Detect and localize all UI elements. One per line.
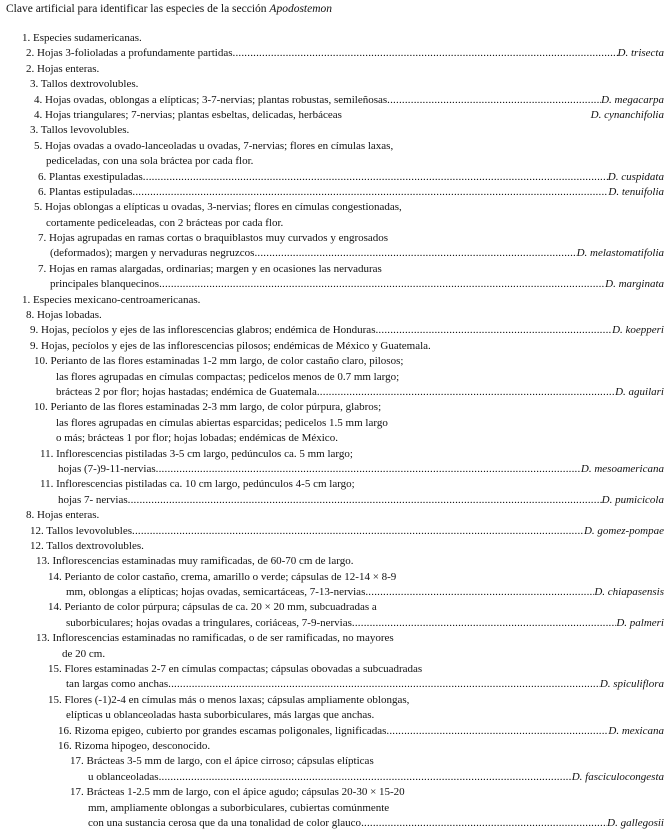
key-line xyxy=(0,616,670,631)
identification-key xyxy=(0,31,670,831)
key-line xyxy=(0,708,670,723)
species-name: D. melastomatifolia xyxy=(576,247,664,260)
key-line-text: 16. Rizoma hipogeo, desconocido. xyxy=(58,739,211,752)
key-line-text: 16. Rizoma epigeo, cubierto por grandes escamas poligonales, lignificadas xyxy=(58,724,387,737)
species-name: D. gallegosii xyxy=(607,816,664,829)
dot-leader xyxy=(317,385,615,400)
key-line-text: 14. Perianto de color castaño, crema, amarillo o verde; cápsulas de 12-14 × 8-9 xyxy=(48,570,397,583)
key-line xyxy=(0,46,670,61)
key-line xyxy=(0,693,670,708)
key-line xyxy=(0,770,670,785)
key-line xyxy=(0,462,670,477)
species-name: D. chiapasensis xyxy=(594,586,664,599)
dot-leader xyxy=(365,585,594,600)
key-line xyxy=(0,570,670,585)
key-line xyxy=(0,416,670,431)
key-line xyxy=(0,108,670,123)
key-line xyxy=(0,754,670,769)
species-name: D. trisecta xyxy=(617,47,664,60)
key-line-text: 3. Tallos levovolubles. xyxy=(30,124,130,137)
key-line xyxy=(0,600,670,615)
key-line xyxy=(0,308,670,323)
key-line-text: 2. Hojas 3-folioladas a profundamente partidas xyxy=(26,47,233,60)
key-line xyxy=(0,293,670,308)
document-title xyxy=(6,2,332,17)
dot-leader xyxy=(143,170,608,185)
key-line-text: pediceladas, con una sola bráctea por cada flor. xyxy=(46,155,254,168)
dot-leader xyxy=(132,524,584,539)
key-line xyxy=(0,585,670,600)
key-line xyxy=(0,524,670,539)
key-line-text: 17. Brácteas 1-2.5 mm de largo, con el ápice agudo; cápsulas 20-30 × 15-20 xyxy=(70,786,405,799)
key-line xyxy=(0,508,670,523)
key-line-text: 3. Tallos dextrovolubles. xyxy=(30,78,139,91)
key-line xyxy=(0,431,670,446)
species-name: D. cynanchifolia xyxy=(590,108,664,121)
key-line xyxy=(0,170,670,185)
key-line xyxy=(0,339,670,354)
key-line-text: 7. Hojas en ramas alargadas, ordinarias; margen y en ocasiones las nervaduras xyxy=(38,262,382,275)
key-line-text: brácteas 2 por flor; hojas hastadas; endémica de Guatemala xyxy=(56,385,317,398)
key-line-text: 7. Hojas agrupadas en ramas cortas o braquiblastos muy curvados y engrosados xyxy=(38,232,389,245)
key-line-text: hojas 7- nervias xyxy=(58,493,128,506)
key-line xyxy=(0,77,670,92)
key-line-text: o más; brácteas 1 por flor; hojas lobadas; endémicas de México. xyxy=(56,432,338,445)
title-genus: Apodostemon xyxy=(269,3,333,15)
key-line-text: 15. Flores (-1)2-4 en címulas más o menos laxas; cápsulas ampliamente oblongas, xyxy=(48,693,410,706)
dot-leader xyxy=(132,185,608,200)
key-line xyxy=(0,801,670,816)
key-line xyxy=(0,277,670,292)
key-line xyxy=(0,354,670,369)
key-line-text: 13. Inflorescencias estaminadas no ramificadas, o de ser ramificadas, no mayores xyxy=(36,632,394,645)
species-name: D. mexicana xyxy=(608,724,664,737)
key-line-text: 14. Perianto de color púrpura; cápsulas de ca. 20 × 20 mm, subcuadradas a xyxy=(48,601,377,614)
key-line-text: 12. Tallos dextrovolubles. xyxy=(30,539,144,552)
species-name: D. koepperi xyxy=(612,324,664,337)
key-line xyxy=(0,246,670,261)
key-line xyxy=(0,216,670,231)
key-line xyxy=(0,385,670,400)
key-line xyxy=(0,785,670,800)
dot-leader xyxy=(386,724,608,739)
dot-leader xyxy=(156,462,581,477)
key-line-text: de 20 cm. xyxy=(62,647,106,660)
key-line xyxy=(0,323,670,338)
key-line-text: 9. Hojas, pecíolos y ejes de las inflorescencias glabros; endémica de Honduras xyxy=(30,324,376,337)
key-line-text: (deformados); margen y nervaduras negruzcos xyxy=(50,247,255,260)
key-line-text: elípticas u oblanceoladas hasta suborbiculares, más largas que anchas. xyxy=(66,709,375,722)
key-line-text: 6. Plantas exestipuladas xyxy=(38,170,143,183)
key-line-text: 4. Hojas ovadas, oblongas a elípticas; 3-7-nervias; plantas robustas, semileñosas xyxy=(34,93,388,106)
key-line-text: u oblanceoladas xyxy=(88,770,159,783)
species-name: D. megacarpa xyxy=(601,93,664,106)
dot-leader xyxy=(387,93,601,108)
key-line-text: las flores agrupadas en címulas compactas; pedicelos menos de 0.7 mm largo; xyxy=(56,370,400,383)
key-line-text: 1. Especies sudamericanas. xyxy=(22,32,142,44)
key-line-text: 9. Hojas, pecíolos y ejes de las inflorescencias pilosos; endémicas de México y Guatemala. xyxy=(30,339,431,352)
key-line-text: mm, ampliamente oblongas a suborbiculares, cubiertas comúnmente xyxy=(88,801,390,814)
species-name: D. fasciculocongesta xyxy=(571,770,664,783)
dot-leader xyxy=(254,246,576,261)
species-name: D. aguilari xyxy=(615,385,664,398)
key-line xyxy=(0,647,670,662)
key-line-text: 17. Brácteas 3-5 mm de largo, con el ápice cirroso; cápsulas elípticas xyxy=(70,755,374,768)
key-line xyxy=(0,539,670,554)
key-line xyxy=(0,493,670,508)
key-line-text: 15. Flores estaminadas 2-7 en címulas compactas; cápsulas obovadas a subcuadradas xyxy=(48,663,423,676)
key-line xyxy=(0,31,670,46)
key-line-text: 11. Inflorescencias pistiladas 3-5 cm largo, pedúnculos ca. 5 mm largo; xyxy=(40,447,353,460)
key-line-text: 5. Hojas ovadas a ovado-lanceoladas u ovadas, 7-nervias; flores en címulas laxas, xyxy=(34,139,394,152)
key-line xyxy=(0,123,670,138)
species-name: D. pumicicola xyxy=(601,493,664,506)
key-line-text: suborbiculares; hojas ovadas a tringulares, coriáceas, 7-9-nervias xyxy=(66,616,352,629)
dot-leader xyxy=(159,770,572,785)
key-line-text: 8. Hojas enteras. xyxy=(26,509,100,522)
key-line xyxy=(0,677,670,692)
key-line-text: principales blanquecinos xyxy=(50,278,160,291)
dot-leader xyxy=(128,493,602,508)
key-line-text: 10. Perianto de las flores estaminadas 2-3 mm largo, de color púrpura, glabros; xyxy=(34,401,382,414)
key-line-text: tan largas como anchas xyxy=(66,678,169,691)
key-line xyxy=(0,370,670,385)
species-name: D. palmeri xyxy=(616,616,664,629)
key-line xyxy=(0,400,670,415)
key-line-text: 5. Hojas oblongas a elípticas u ovadas, 3-nervias; flores en címulas congestionadas, xyxy=(34,201,402,214)
key-line xyxy=(0,139,670,154)
key-line xyxy=(0,93,670,108)
key-line xyxy=(0,554,670,569)
title-prefix: Clave artificial para identificar las especies de la sección xyxy=(6,3,270,15)
dot-leader xyxy=(159,277,605,292)
key-line xyxy=(0,739,670,754)
species-name: D. tenuifolia xyxy=(608,185,664,198)
key-line xyxy=(0,154,670,169)
key-line-text: 1. Especies mexicano-centroamericanas. xyxy=(22,293,201,306)
key-line-text: 2. Hojas enteras. xyxy=(26,62,100,75)
dot-leader xyxy=(233,46,618,61)
dot-leader xyxy=(375,323,612,338)
key-line-text: cortamente pediceleadas, con 2 brácteas por cada flor. xyxy=(46,216,284,229)
key-line xyxy=(0,477,670,492)
key-line-text: 11. Inflorescencias pistiladas ca. 10 cm largo, pedúnculos 4-5 cm largo; xyxy=(40,478,355,491)
key-line-text: 10. Perianto de las flores estaminadas 1-2 mm largo, de color castaño claro, pilosos; xyxy=(34,355,404,368)
species-name: D. gomez-pompae xyxy=(583,524,664,537)
species-name: D. cuspidata xyxy=(607,170,664,183)
species-name: D. marginata xyxy=(605,278,664,291)
key-line-text: 6. Plantas estipuladas xyxy=(38,185,133,198)
key-line xyxy=(0,662,670,677)
key-line-text: con una sustancia cerosa que da una tonalidad de color glauco xyxy=(88,816,362,829)
key-line xyxy=(0,447,670,462)
key-line xyxy=(0,262,670,277)
key-line-text: 13. Inflorescencias estaminadas muy ramificadas, de 60-70 cm de largo. xyxy=(36,555,354,568)
key-line xyxy=(0,816,670,831)
key-line xyxy=(0,231,670,246)
species-name: D. spiculiflora xyxy=(599,678,664,691)
key-line xyxy=(0,200,670,215)
key-line-text: mm, oblongas a elípticas; hojas ovadas, semicartáceas, 7-13-nervias xyxy=(66,586,366,599)
key-line xyxy=(0,185,670,200)
key-line xyxy=(0,724,670,739)
key-line-text: 12. Tallos levovolubles xyxy=(30,524,132,537)
dot-leader xyxy=(168,677,600,692)
key-line-text: 8. Hojas lobadas. xyxy=(26,309,102,322)
key-line xyxy=(0,62,670,77)
key-line xyxy=(0,631,670,646)
dot-leader xyxy=(361,816,607,831)
key-line-text: hojas (7-)9-11-nervias xyxy=(58,462,156,475)
dot-leader xyxy=(352,616,616,631)
species-name: D. mesoamericana xyxy=(580,462,664,475)
key-line-text: 4. Hojas triangulares; 7-nervias; plantas esbeltas, delicadas, herbáceas xyxy=(34,108,342,121)
key-line-text: las flores agrupadas en címulas abiertas esparcidas; pedicelos 1.5 mm largo xyxy=(56,416,388,429)
